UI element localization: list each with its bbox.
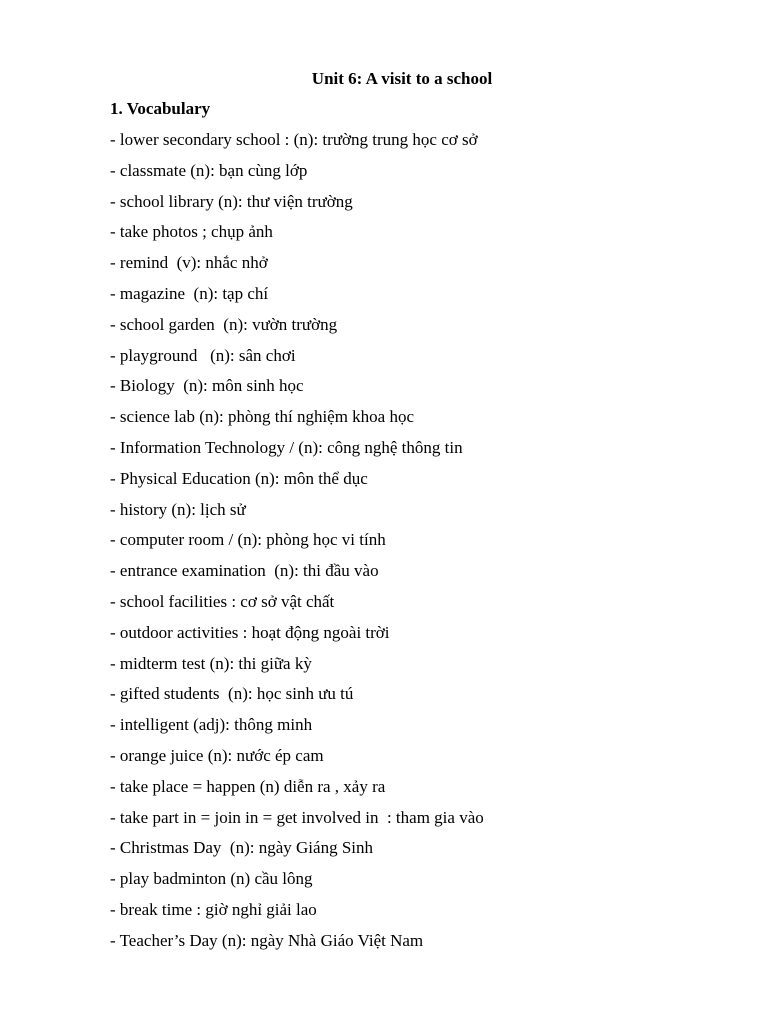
vocabulary-item: - Teacher’s Day (n): ngày Nhà Giáo Việt Nam <box>110 930 424 950</box>
vocabulary-item: - outdoor activities : hoạt động ngoài trời <box>110 622 390 642</box>
vocabulary-item: - take place = happen (n) diễn ra , xảy ra <box>110 776 386 796</box>
vocabulary-item: - lower secondary school : (n): trường trung học cơ sở <box>110 130 478 149</box>
vocabulary-item: - computer room / (n): phòng học vi tính <box>110 530 386 550</box>
vocabulary-item: - playground (n): sân chơi <box>110 345 296 365</box>
vocabulary-item: - school facilities : cơ sở vật chất <box>110 591 335 611</box>
vocabulary-item: - entrance examination (n): thi đầu vào <box>110 561 379 581</box>
vocabulary-item: - Christmas Day (n): ngày Giáng Sinh <box>110 838 373 858</box>
vocabulary-item: - Biology (n): môn sinh học <box>110 376 304 396</box>
vocabulary-item: - play badminton (n) cầu lông <box>110 869 313 889</box>
vocabulary-item: - school garden (n): vườn trường <box>110 314 338 334</box>
vocabulary-item: - Physical Education (n): môn thể dục <box>110 468 368 488</box>
vocabulary-item: - Information Technology / (n): công nghệ thông tin <box>110 437 463 457</box>
vocabulary-item: - midterm test (n): thi giữa kỳ <box>110 653 312 673</box>
vocabulary-item: - science lab (n): phòng thí nghiệm khoa học <box>110 407 415 427</box>
vocabulary-item: - magazine (n): tạp chí <box>110 283 269 303</box>
vocabulary-item: - remind (v): nhắc nhở <box>110 253 268 273</box>
vocabulary-item: - orange juice (n): nước ép cam <box>110 745 324 765</box>
vocabulary-item: - history (n): lịch sử <box>110 499 246 519</box>
vocabulary-item: - gifted students (n): học sinh ưu tú <box>110 684 354 704</box>
vocabulary-item: - take part in = join in = get involved in : tham gia vào <box>110 807 484 827</box>
vocabulary-item: - take photos ; chụp ảnh <box>110 222 273 242</box>
section-heading: 1. Vocabulary <box>110 99 211 118</box>
vocabulary-item: - break time : giờ nghỉ giải lao <box>110 899 317 919</box>
vocabulary-item: - school library (n): thư viện trường <box>110 191 353 211</box>
vocabulary-item: - classmate (n): bạn cùng lớp <box>110 160 308 180</box>
vocabulary-item: - intelligent (adj): thông minh <box>110 715 313 735</box>
page-title: Unit 6: A visit to a school <box>311 69 493 88</box>
vocabulary-list <box>110 129 484 961</box>
